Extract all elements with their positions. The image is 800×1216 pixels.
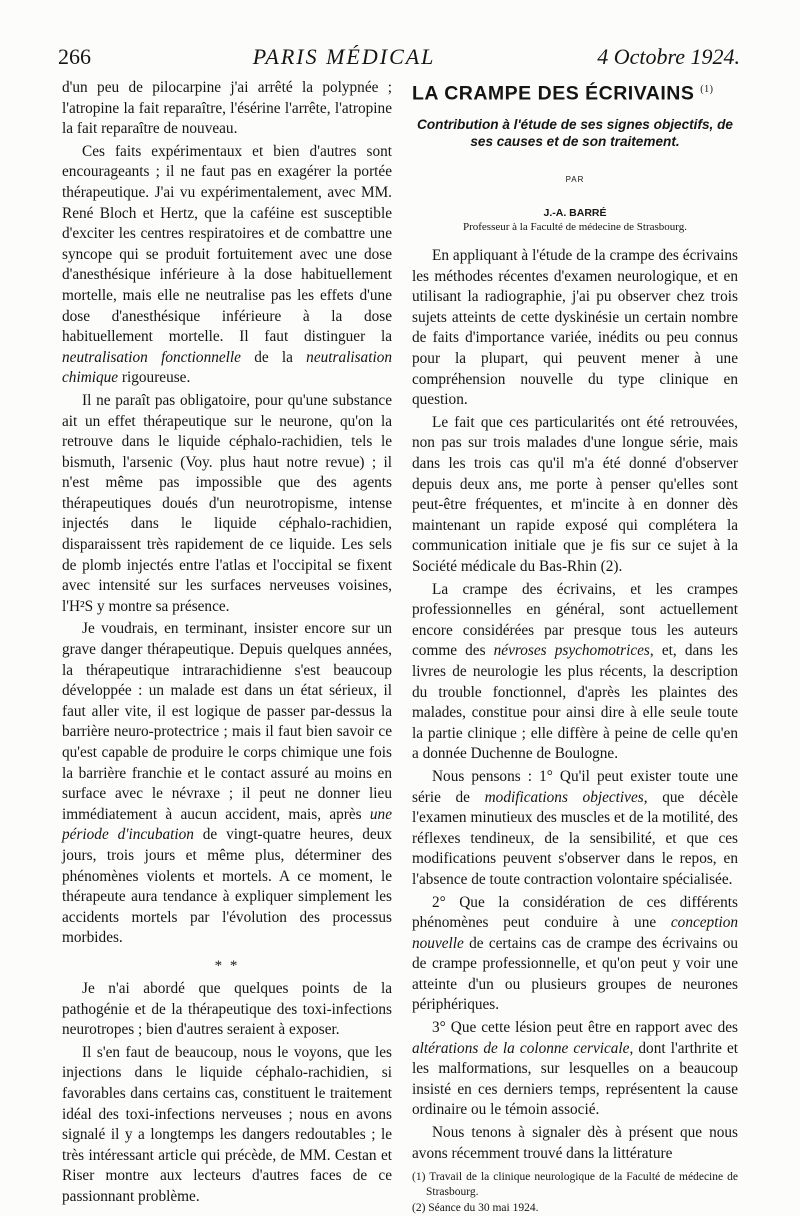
paragraph: d'un peu de pilocarpine j'ai arrêté la polypnée ; l'atropine la fait reparaître, l'ésérine l'arrête, l'atropine la fait reparaître de nouveau.	[62, 79, 392, 138]
emphasis: névroses psychomotrices	[493, 642, 650, 660]
paragraph: 2° Que la considération de ces différents phénomènes peut conduire à une conception nouvelle de certains cas de crampe des écrivains ou de crampe professionnelle, et qu'on peut y voir une atteinte d'un ou plusieurs groupes de neurones périphériques.	[412, 893, 738, 1014]
paragraph: Ces faits expérimentaux et bien d'autres sont encourageants ; il ne faut pas en exagérer la portée thérapeutique. J'ai vu expérimentalement, avec MM. René Bloch et Hertz, que la caféine est susceptible d'exciter les centres respiratoires et de combattre une syncope qui se produit fortuitement avec une dose d'anesthésique inférieure à la dose habituellement mortelle, mais elle ne neutralise pas les effets d'une dose d'anesthésique inférieure à la dose habituellement mortelle. Il faut distinguer la neutralisation fonctionnelle de la neutralisation chimique rigoureuse.	[62, 142, 393, 387]
running-header	[58, 44, 740, 78]
emphasis: conception nouvelle	[412, 914, 738, 952]
title-footnote-marker: (1)	[700, 84, 714, 95]
section-separator-asterisks: * *	[214, 957, 240, 974]
paragraph: Le fait que ces particularités ont été retrouvées, non pas sur trois malades d'une longue série, mais dans les trois cas qu'il m'a été donné d'observer depuis deux ans, me porte à penser qu'elles sont peut-être fréquentes, et m'incite à en donner dès maintenant un rapide exposé qui complétera la communication initiale que je fis sur ce sujet à la Société médicale du Bas-Rhin (2).	[412, 413, 738, 575]
article-title: LA CRAMPE DES ÉCRIVAINS $^{(1)}$	[412, 82, 714, 105]
paragraph: En appliquant à l'étude de la crampe des écrivains les méthodes récentes d'examen neurologique, et en utilisant la radiographie, j'ai pu observer chez trois sujets atteints de cette dyskinésie un certain nombre de faits d'importance variée, inédits ou peu connus pour la plupart, qui peuvent mener à une compréhension nouvelle du type clinique en question.	[412, 247, 738, 409]
emphasis: neutralisation fonctionnelle	[62, 348, 241, 366]
emphasis: une période d'incubation	[62, 805, 392, 844]
byline-par: PAR	[565, 174, 585, 184]
footnote: (1) Travail de la clinique neurologique de la Faculté de médecine de Strasbourg.	[412, 1171, 738, 1198]
paragraph: La crampe des écrivains, et les crampes professionnelles en général, sont actuellement encore considérées par presque tous les auteurs comme des névroses psychomotrices, et, dans les livres de neurologie les plus récents, la description du trouble fonctionnel, d'après les plaintes des malades, constitue pour ainsi dire à elle seule toute la partie clinique ; elle diffère à peine de celle qu'en a donnée Duchenne de Boulogne.	[412, 580, 738, 763]
author-affiliation: Professeur à la Faculté de médecine de Strasbourg.	[462, 221, 687, 234]
paragraph: Il s'en faut de beaucoup, nous le voyons, que les injections dans le liquide céphalo-rachidien, si favorables dans certains cas, constituent le traitement idéal des toxi-infections nerveuses ; nous en avons signalé il y a longtemps les dangers redoutables ; le très intéressant article qui précède, de MM. Cestan et Riser montre aux lecteurs d'autres faces de ce passionnant problème.	[62, 1043, 392, 1205]
emphasis: neutralisation chimique	[62, 348, 393, 387]
paragraph: Je voudrais, en terminant, insister encore sur un grave danger thérapeutique. Depuis quelques années, la thérapeutique intrarachidienne s'est beaucoup développée : un malade est dans un état sérieux, il faut aller vite, il est logique de passer par-dessus la barrière neuro-protectrice ; mais il faut bien savoir ce qu'est capable de produire le corps chimique une fois la barrière franchie et le contact assuré au moins en surface avec le névraxe ; il peut ne donner lieu immédiatement à aucun accident, mais, après une période d'incubation de vingt-quatre heures, deux jours, trois jours et même plus, déterminer des phénomènes violents et mortels. A ce moment, le thérapeute aura tendance à expliquer simplement les accidents mortels par l'évolution des processus morbides.	[62, 620, 393, 947]
paragraph: Je n'ai abordé que quelques points de la pathogénie et de la thérapeutique des toxi-infections neurotropes ; bien d'autres seraient à exposer.	[62, 979, 392, 1039]
footnotes	[412, 1170, 738, 1216]
footnote: (2) Séance du 30 mai 1924.	[412, 1202, 539, 1215]
issue-date: 4 Octobre 1924.	[597, 44, 740, 69]
author-name: J.-A. BARRÉ	[543, 207, 607, 220]
journal-title: PARIS MÉDICAL	[252, 44, 436, 69]
article-subtitle: Contribution à l'étude de ses signes objectifs, de ses causes et de son traitement.	[417, 116, 733, 149]
left-column	[62, 78, 392, 1207]
page-number: 266	[58, 44, 91, 69]
right-column	[412, 78, 738, 1216]
paragraph: Nous tenons à signaler dès à présent que nous avons récemment trouvé dans la littérature	[412, 1124, 738, 1162]
paragraph: 3° Que cette lésion peut être en rapport avec des altérations de la colonne cervicale, dont l'arthrite et les malformations, sur lesquelles on a beaucoup insisté en ces derniers temps, représentent la cause ordinaire ou le témoin associé.	[412, 1019, 738, 1119]
emphasis: modifications objectives	[484, 788, 644, 806]
paragraph: Il ne paraît pas obligatoire, pour qu'une substance ait un effet thérapeutique sur le neurone, qu'on la retrouve dans le liquide céphalo-rachidien, tels le bismuth, l'arsenic (Voy. plus haut notre revue) ; il n'est même pas impossible que des agents thérapeutiques doués d'un neurotropisme, intense injectés dans le liquide céphalo-rachidien, disparaissent très rapidement de ce liquide. Les sels de plomb injectés entre l'atlas et l'occipital se fixent avec intensité sur les surfaces nerveuses voisines, l'H²S y montre sa présence.	[62, 391, 392, 615]
paragraph: Nous pensons : 1° Qu'il peut exister toute une série de modifications objectives, que décèle l'examen minutieux des muscles et de la motilité, des réflexes tendineux, de la sensibilité, et que ces modifications peuvent s'observer dans le repos, en l'absence de toute contraction volontaire spécialisée.	[412, 767, 738, 888]
emphasis: altérations de la colonne cervicale	[412, 1039, 630, 1057]
